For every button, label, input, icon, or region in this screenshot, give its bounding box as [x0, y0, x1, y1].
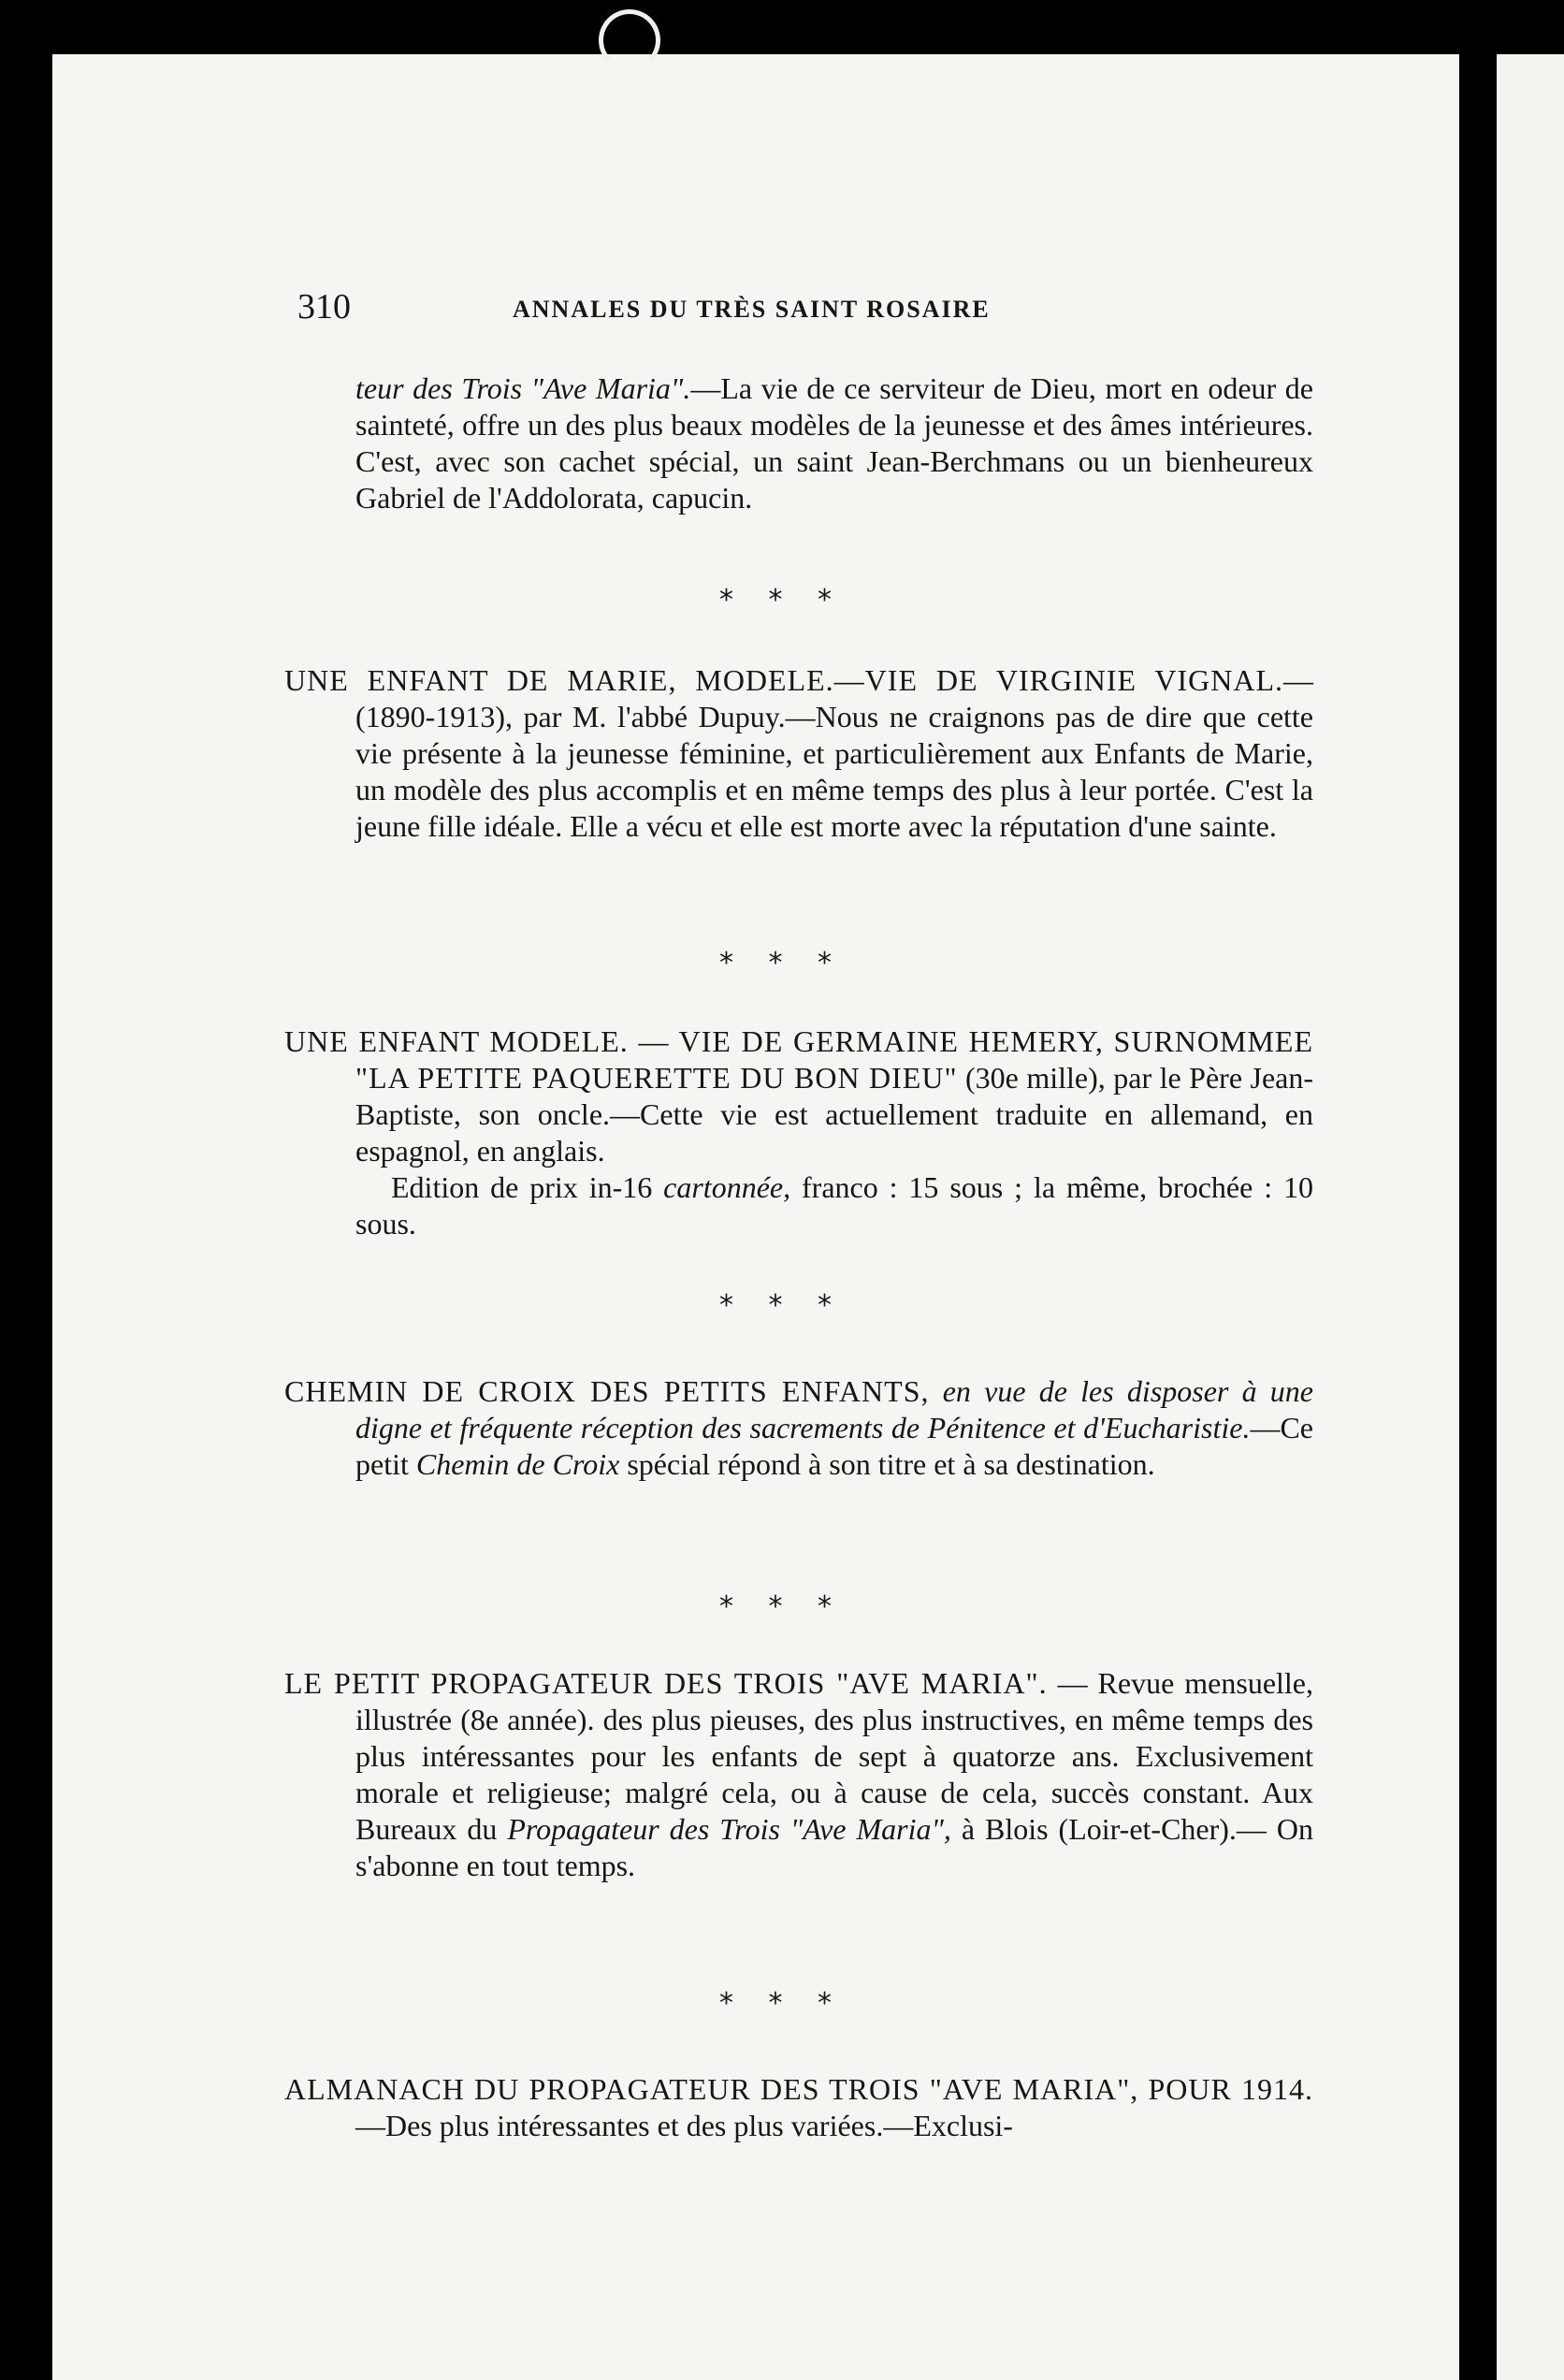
page-header: [297, 286, 1233, 333]
page-number: 310: [297, 287, 351, 327]
entry-body: —Des plus intéressantes et des plus variées.—Exclusi-: [355, 2109, 1013, 2142]
entry-note-italic: cartonnée,: [663, 1170, 791, 1204]
entry-note: Edition de prix in-16: [391, 1170, 664, 1204]
entry-body-end: spécial répond à son titre et à sa destination.: [619, 1447, 1155, 1481]
entry-chemin-de-croix: [284, 1373, 1313, 1483]
entry-germaine-hemery: [284, 1023, 1313, 1242]
entry-body: —(1890-1913), par M. l'abbé Dupuy.—Nous ne craignons pas de dire que cette vie présente à la jeunesse féminine, et particulièrement aux Enfants de Marie, un modèle des plus accomplis et en même temps des plus à leur portée. C'est la jeune fille idéale. Elle a vécu et elle est morte avec la réputation d'une sainte.: [355, 663, 1313, 843]
separator-5: * * *: [718, 1987, 846, 2020]
separator-1: * * *: [718, 584, 846, 617]
running-title: ANNALES DU TRÈS SAINT ROSAIRE: [513, 296, 991, 323]
entry-note-end: franco : 15 sous ; la même, brochée : 10 sous.: [355, 1170, 1313, 1241]
entry-almanach: [284, 2071, 1313, 2144]
entry-italic: en vue de les disposer à une digne et fréquente réception des sacrements de Pénitence et d'Eucharistie.: [355, 1374, 1314, 1444]
separator-2: * * *: [718, 947, 846, 980]
entry-title: LE PETIT PROPAGATEUR DES TROIS "AVE MARIA".: [284, 1666, 1048, 1700]
entry-lead-italic: teur des Trois "Ave Maria".: [355, 371, 691, 405]
scan-hook: [599, 9, 660, 71]
entry-body: —La vie de ce serviteur de Dieu, mort en odeur de sainteté, offre un des plus beaux modèles de la jeunesse et des âmes intérieures. C'est, avec son cachet spécial, un saint Jean-Berchmans ou un bienheureux Gabriel de l'Addolorata, capucin.: [355, 371, 1314, 515]
entry-body: —Ce petit: [355, 1411, 1313, 1481]
entry-title: UNE ENFANT MODELE. — VIE DE GERMAINE HEMERY, SURNOMMEE "LA PETITE PAQUERETTE DU BON DIEU": [284, 1024, 1313, 1095]
entry-body: (30e mille), par le Père Jean-Baptiste, son oncle.—Cette vie est actuellement traduite en allemand, en espagnol, en anglais.: [355, 1061, 1314, 1168]
entry-italic-title: Chemin de Croix: [415, 1447, 620, 1481]
entry-petit-propagateur: [284, 1665, 1313, 1884]
entry-continuation: [355, 370, 1313, 516]
entry-title: UNE ENFANT DE MARIE, MODELE.—VIE DE VIRGINIE VIGNAL.: [284, 663, 1283, 697]
entry-title: CHEMIN DE CROIX DES PETITS ENFANTS,: [284, 1374, 930, 1408]
separator-3: * * *: [718, 1289, 846, 1322]
separator-4: * * *: [718, 1590, 846, 1623]
entry-title: ALMANACH DU PROPAGATEUR DES TROIS "AVE MARIA", POUR 1914.: [284, 2072, 1313, 2106]
entry-body: — Revue mensuelle, illustrée (8e année). des plus pieuses, des plus instructives, en même temps des plus intéressantes pour les enfants de sept à quatorze ans. Exclusivement morale et religieuse; malgré cela, ou à cause de cela, succès constant. Aux Bureaux du: [355, 1666, 1314, 1846]
entry-italic: Propagateur des Trois "Ave Maria",: [507, 1812, 951, 1846]
entry-virginie-vignal: [284, 662, 1313, 845]
entry-body-end: à Blois (Loir-et-Cher).— On s'abonne en tout temps.: [355, 1812, 1313, 1882]
facing-page-edge: [1497, 54, 1564, 2380]
